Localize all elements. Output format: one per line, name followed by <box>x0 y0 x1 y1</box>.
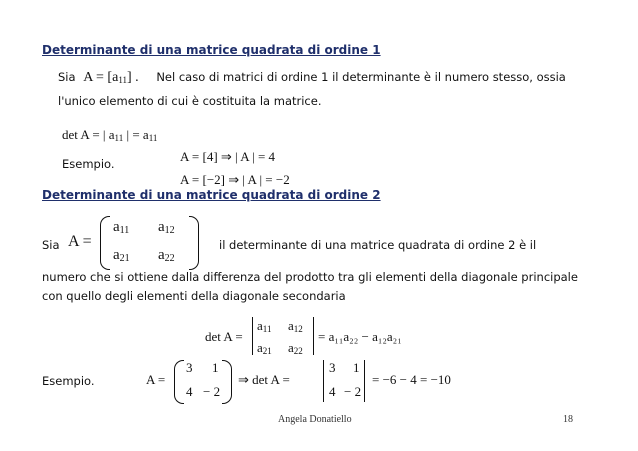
det-a12: $a_{12}$ <box>288 318 303 334</box>
order1-example-label: Esempio. <box>62 157 115 171</box>
intro-sia: Sia <box>58 70 76 84</box>
section2-text2: numero che si ottiene dalla differenza del prodotto tra gli elementi della diagonale principale <box>42 270 578 284</box>
order1-formula: det A = | $a_{11}$ | = $a_{11}$ <box>62 127 158 143</box>
section2-matrix-label: A = <box>68 233 92 250</box>
matrix-right-paren <box>189 216 199 270</box>
example-det-right-bar <box>364 360 365 402</box>
det-a21: $a_{21}$ <box>257 340 272 356</box>
order1-example1: A = [4] ⇒ | A | = 4 <box>180 149 276 164</box>
intro-matrix: $A = [a_{11}]$ . <box>83 70 139 85</box>
section2-sia: Sia <box>42 238 60 252</box>
example-d11: 3 <box>329 360 336 375</box>
det-right-bar <box>313 317 314 355</box>
example-det-left-bar <box>323 360 324 402</box>
example-left-paren <box>174 360 184 404</box>
matrix-left-paren <box>100 216 110 270</box>
det-a22: $a_{22}$ <box>288 340 303 356</box>
section1-title: Determinante di una matrice quadrata di ordine 1 <box>42 43 381 57</box>
det-result: = a₁₁a₂₂ − a₁₂a₂₁ <box>318 329 402 344</box>
intro-text1: Nel caso di matrici di ordine 1 il determinante è il numero stesso, ossia <box>156 70 566 84</box>
example-m12: 1 <box>212 360 219 375</box>
section2-example-label: Esempio. <box>42 374 95 388</box>
example-m22: − 2 <box>203 384 221 399</box>
section2-title: Determinante di una matrice quadrata di ordine 2 <box>42 188 381 202</box>
det-label: det A = <box>205 329 243 344</box>
matrix-a22: $a_{22}$ <box>158 247 175 264</box>
example-m11: 3 <box>186 360 193 375</box>
matrix-a12: $a_{12}$ <box>158 219 175 236</box>
example-matrix-label: A = <box>146 372 166 387</box>
det-a11: $a_{11}$ <box>257 318 272 334</box>
det-left-bar <box>252 317 253 355</box>
example-right-paren <box>222 360 232 404</box>
matrix-a11: $a_{11}$ <box>113 219 130 236</box>
section2-text3: con quello degli elementi della diagonale secondaria <box>42 289 346 303</box>
section2-text1: il determinante di una matrice quadrata di ordine 2 è il <box>219 238 537 252</box>
example-d12: 1 <box>353 360 360 375</box>
order1-example2: A = [−2] ⇒ | A | = −2 <box>180 172 290 187</box>
example-arrow: ⇒ det A = <box>238 372 290 387</box>
example-d22: − 2 <box>344 384 362 399</box>
footer-page-number: 18 <box>563 414 573 425</box>
section1-intro-line1 <box>58 70 566 86</box>
example-d21: 4 <box>329 384 336 399</box>
matrix-a21: $a_{21}$ <box>113 247 130 264</box>
footer-author: Angela Donatiello <box>278 414 352 425</box>
example-result: = −6 − 4 = −10 <box>372 372 451 387</box>
intro-text2: l'unico elemento di cui è costituita la matrice. <box>58 94 322 108</box>
example-m21: 4 <box>186 384 193 399</box>
